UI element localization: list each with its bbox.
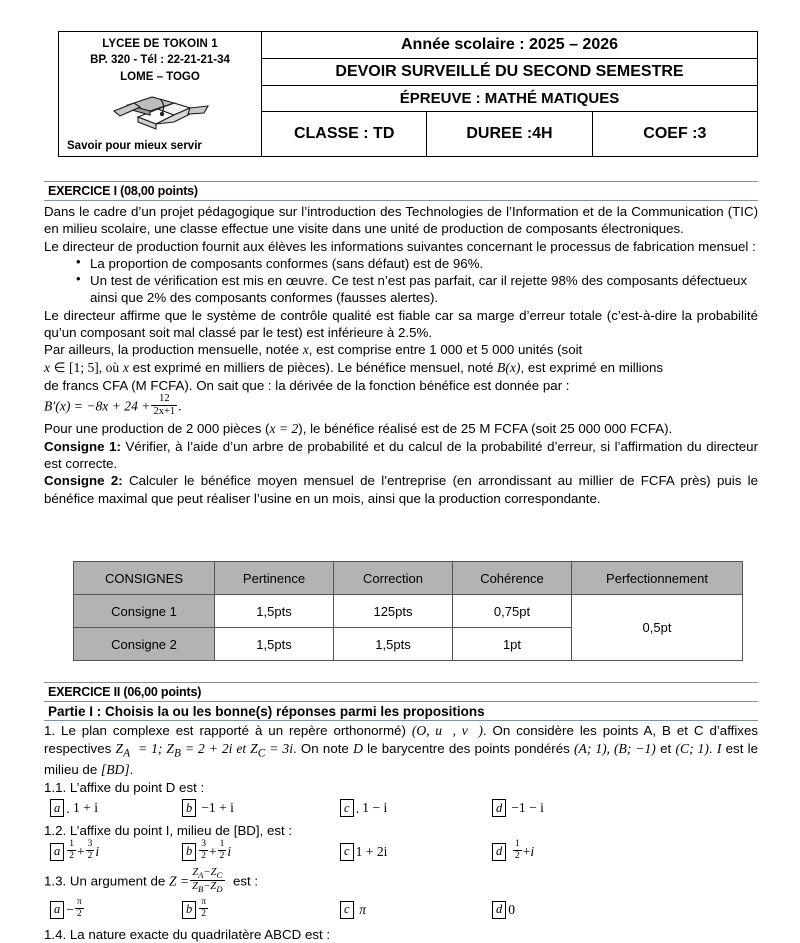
p5-x-second: x	[122, 359, 129, 375]
p5-rest-text: est exprimé en milliers de pièces). Le bénéfice mensuel, noté	[132, 359, 494, 375]
exercise-1-paragraph-7	[44, 420, 758, 438]
choice-1-3-d[interactable]	[492, 898, 515, 922]
devoir-title-cell: DEVOIR SURVEILLÉ DU SECOND SEMESTRE	[262, 58, 758, 85]
intro-point-d: D	[353, 740, 363, 756]
consigne-1-label: Consigne 1:	[44, 438, 121, 454]
consigne-1-text: Vérifier, à l’aide d’un arbre de probabilité et du calcul de la probabilité d’erreur, si l’affirmation du directeur est correcte.	[44, 438, 758, 472]
derivative-formula	[44, 394, 758, 420]
frac-num: 1	[218, 839, 227, 851]
duree-cell: DUREE :4H	[427, 111, 592, 156]
frac-den: 2	[201, 909, 207, 920]
exam-body	[44, 181, 758, 507]
choice-fraction-2	[86, 839, 95, 863]
rubric-row-2-correction: 1,5pts	[334, 628, 453, 661]
choice-label-c: c	[340, 901, 354, 919]
p7-text-b: ), le bénéfice réalisé est de 25 M FCFA (soit 25 000 000 FCFA).	[298, 421, 673, 437]
choice-sep-a: .	[66, 800, 70, 816]
rubric-header-coherence: Cohérence	[453, 562, 572, 595]
question-1-4-number: 1.4.	[44, 926, 67, 942]
rubric-header-correction: Correction	[334, 562, 453, 595]
rubric-header-pertinence: Pertinence	[215, 562, 334, 595]
frac-num: π	[199, 897, 208, 909]
frac-den: 2	[514, 851, 520, 862]
exercise-1-title: EXERCICE I (08,00 points)	[44, 181, 758, 201]
annee-scolaire-cell: Année scolaire : 2025 – 2026	[262, 32, 758, 59]
choice-value-c: 1 + 2i	[355, 843, 388, 859]
frac-den: $Z_B-Z_D$	[192, 881, 223, 895]
choice-1-3-b[interactable]	[182, 898, 209, 922]
frac-num: 3	[199, 839, 208, 851]
p5-benefit-function: B(x)	[497, 359, 521, 375]
epreuve-cell: ÉPREUVE : MATHÉ MATIQUES	[262, 85, 758, 111]
choice-suffix: i	[530, 843, 535, 859]
school-city: LOME – TOGO	[120, 70, 200, 83]
formula-fraction	[151, 393, 177, 419]
coef-cell: COEF :3	[592, 111, 757, 156]
choice-fraction-2	[218, 839, 227, 863]
intro-point-i: I	[716, 740, 722, 756]
intro-ponderes: (A; 1), (B; −1)	[574, 740, 656, 756]
choice-label-c: c	[340, 843, 354, 861]
rubric-header-consignes: CONSIGNES	[74, 562, 215, 595]
p7-text-a: Pour une production de 2 000 pièces (	[44, 421, 270, 437]
question-1-1-number: 1.1.	[44, 779, 67, 795]
rubric-perfectionnement-value: 0,5pt	[572, 595, 743, 661]
choice-1-1-c[interactable]	[340, 796, 387, 820]
frac-num: $Z_A-Z_C$	[190, 867, 224, 882]
school-motto: Savoir pour mieux servir	[67, 139, 202, 152]
question-1-1-label: L’affixe du point D est :	[69, 779, 205, 795]
choice-label-b: b	[182, 799, 196, 817]
p4-text-b: , est comprise entre 1 000 et 5 000 unités (soit	[308, 342, 583, 358]
frac-den: 2	[201, 851, 206, 862]
choice-label-a: a	[50, 901, 64, 919]
frac-num: 1	[67, 839, 76, 851]
choice-sep-c: .	[355, 800, 360, 816]
consigne-2-paragraph	[44, 472, 758, 507]
intro-repere: (O, u⃗, v⃗)	[411, 723, 483, 738]
choice-label-a: a	[50, 799, 64, 817]
choice-label-d: d	[492, 799, 506, 817]
question-1-2-label: L’affixe du point I, milieu de [BD], est :	[69, 823, 293, 839]
p5-rest-text-2: , est exprimé en millions	[520, 359, 664, 375]
choice-value-d: −1 − i	[511, 800, 544, 816]
bullet-item-2: • Un test de vérification est mis en œuvre. Ce test n’est pas parfait, car il rejette 98% des composants défectueux ainsi que 2% des composants conformes (fausses alertes).	[76, 272, 758, 307]
intro-segment-bd: [BD]	[100, 762, 130, 778]
fraction-denominator: 2x+1	[153, 406, 176, 418]
exercise-1-paragraph-4	[44, 341, 758, 359]
p7-variable: x = 2	[269, 421, 299, 437]
choice-1-1-b[interactable]	[182, 796, 234, 820]
question-1-3-choices	[44, 898, 758, 926]
choice-label-c: c	[340, 799, 354, 817]
choice-1-3-c[interactable]	[340, 898, 366, 922]
p4-text-a: Par ailleurs, la production mensuelle, notée	[44, 342, 300, 358]
rubric-row-1-label: Consigne 1	[74, 595, 215, 628]
choice-fraction-1	[67, 839, 76, 863]
rubric-row-1-pertinence: 1,5pts	[215, 595, 334, 628]
choice-1-1-a[interactable]	[50, 796, 98, 820]
consigne-1-paragraph	[44, 438, 758, 473]
rubric-table	[73, 561, 743, 661]
question-1-4-text	[44, 926, 758, 943]
rubric-row-2-coherence: 1pt	[453, 628, 572, 661]
exercise-2-section	[44, 682, 758, 943]
rubric-row-2-label: Consigne 2	[74, 628, 215, 661]
question-1-3-z: Z =	[168, 873, 190, 889]
school-name: LYCEE DE TOKOIN 1	[102, 38, 218, 50]
rubric-row-2-pertinence: 1,5pts	[215, 628, 334, 661]
exercise-1-paragraph-1: Dans le cadre d’un projet pédagogique sur l’introduction des Technologies de l’Information et de la Communication (TIC) en milieu scolaire, une classe effectue une visite dans une unité de production de composants électroniques.	[44, 204, 758, 237]
frac-den: 2	[219, 851, 225, 862]
choice-fraction-1	[199, 839, 208, 863]
choice-suffix: i	[227, 843, 232, 859]
p4-variable: x	[302, 342, 309, 358]
intro-text-4: . On note	[292, 740, 349, 756]
choice-label-a: a	[50, 843, 64, 861]
choice-label-b: b	[182, 901, 196, 919]
question-1-3-end: est :	[232, 873, 259, 889]
bullet-item-1: • La proportion de composants conformes (sans défaut) est de 96%.	[76, 255, 758, 272]
choice-operator: +	[209, 843, 217, 859]
consigne-2-label: Consigne 2:	[44, 473, 123, 489]
intro-affixes-formula: $Z_A = 1$; $Z_B = 2 + 2i$ et $Z_C = 3i$	[115, 740, 293, 760]
intro-text-2: . On considère les points A, B et C d’affixes	[482, 723, 758, 738]
question-1-3-number: 1.3.	[44, 873, 67, 889]
choice-suffix: i	[95, 843, 100, 859]
choice-value-c: π	[359, 901, 367, 917]
choice-operator: +	[522, 843, 531, 859]
frac-den: 2	[69, 851, 74, 862]
choice-1-2-a[interactable]	[50, 840, 99, 864]
question-1-2-text	[44, 822, 758, 840]
exercise-2-title: EXERCICE II (06,00 points)	[44, 682, 758, 702]
document-header	[58, 31, 758, 157]
consigne-2-text: Calculer le bénéfice moyen mensuel de l’entreprise (en arrondissant au millier de FCFA près) puis le bénéfice maximal que peut réaliser l’usine en un mois, ainsi que la production correspondante.	[44, 473, 758, 506]
question-1-2-number: 1.2.	[44, 823, 67, 839]
grading-rubric	[73, 561, 737, 661]
classe-cell: CLASSE : TD	[262, 111, 427, 156]
exercise-1-paragraph-2: Le directeur de production fournit aux élèves les informations suivantes concernant le processus de fabrication mensuel :	[44, 238, 756, 254]
fraction-numerator: 12	[151, 393, 177, 407]
p5-interval: ∈ [1; 5], où	[53, 359, 120, 375]
exercise-1-paragraph-5	[44, 359, 758, 377]
choice-value-a: 1 + i	[72, 800, 99, 816]
intro-text-7: .	[708, 740, 713, 756]
intro-text-6: et	[660, 740, 672, 756]
school-info-cell	[59, 32, 262, 157]
choice-operator: +	[77, 843, 85, 859]
rubric-row-1-coherence: 0,75pt	[453, 595, 572, 628]
choice-minus: −	[66, 901, 74, 917]
choice-1-3-a[interactable]	[50, 898, 85, 922]
choice-value-c: 1 − i	[362, 800, 388, 816]
formula-left-side: B′(x) = −8x + 24 +	[44, 398, 151, 414]
formula-period: .	[178, 398, 182, 414]
header-table	[58, 31, 758, 157]
choice-fraction-1	[513, 839, 522, 863]
school-logo	[63, 89, 257, 135]
p5-x-first: x	[44, 359, 51, 375]
choice-1-2-d[interactable]	[492, 840, 534, 864]
exercise-1-paragraph-6: de francs CFA (M FCFA). On sait que : la dérivée de la fonction bénéfice est donnée par :	[44, 377, 570, 393]
intro-text-9: .	[129, 762, 134, 778]
choice-1-2-b[interactable]	[182, 840, 231, 864]
choice-label-d: d	[492, 901, 506, 919]
frac-num: 3	[86, 839, 95, 851]
frac-den: 2	[87, 851, 93, 862]
school-address: BP. 320 - Tél : 22-21-21-34	[90, 53, 230, 66]
choice-fraction	[75, 897, 84, 921]
table-row	[74, 595, 743, 628]
frac-num: π	[75, 897, 84, 909]
intro-text-8: est le milieu de	[44, 740, 759, 778]
choice-value-d: 0	[508, 901, 516, 917]
question-1-1-text	[44, 779, 758, 797]
intro-text-1: 1. Le plan complexe est rapporté à un repère orthonormé)	[44, 723, 406, 738]
question-1-4-label: La nature exacte du quadrilatère ABCD est :	[69, 926, 331, 942]
exercise-1-bullet-list	[44, 255, 758, 307]
choice-label-b: b	[182, 843, 196, 861]
choice-1-2-c[interactable]	[340, 840, 387, 864]
choice-1-1-d[interactable]	[492, 796, 544, 820]
exercise-1-paragraph-3: Le directeur affirme que le système de contrôle qualité est fiable car sa marge d’erreur totale (c’est-à-dire la probabilité qu’un composant soit mal classé par le test) est inférieure à 2.5%.	[44, 307, 758, 340]
choice-value-b: −1 + i	[201, 800, 234, 816]
choice-label-d: d	[492, 843, 506, 861]
graduation-cap-book-icon	[100, 89, 220, 135]
choice-fraction	[199, 897, 208, 921]
rubric-header-row	[74, 562, 743, 595]
frac-num: 1	[513, 839, 522, 851]
intro-point-c: (C; 1)	[675, 740, 709, 756]
partie-1-title: Partie I : Choisis la ou les bonne(s) réponses parmi les propositions	[44, 702, 758, 721]
question-1-1-choices	[44, 796, 758, 822]
exercise-2-intro	[44, 722, 758, 779]
frac-den: 2	[76, 909, 82, 920]
rubric-row-1-correction: 125pts	[334, 595, 453, 628]
intro-text-3: respectives	[44, 740, 112, 756]
question-1-3-label: Un argument de	[69, 873, 166, 889]
question-1-3-fraction	[190, 867, 224, 895]
question-1-3-text	[44, 868, 758, 898]
intro-text-5: le barycentre des points pondérés	[367, 740, 570, 756]
rubric-header-perfectionnement: Perfectionnement	[572, 562, 743, 595]
question-1-2-choices	[44, 840, 758, 868]
